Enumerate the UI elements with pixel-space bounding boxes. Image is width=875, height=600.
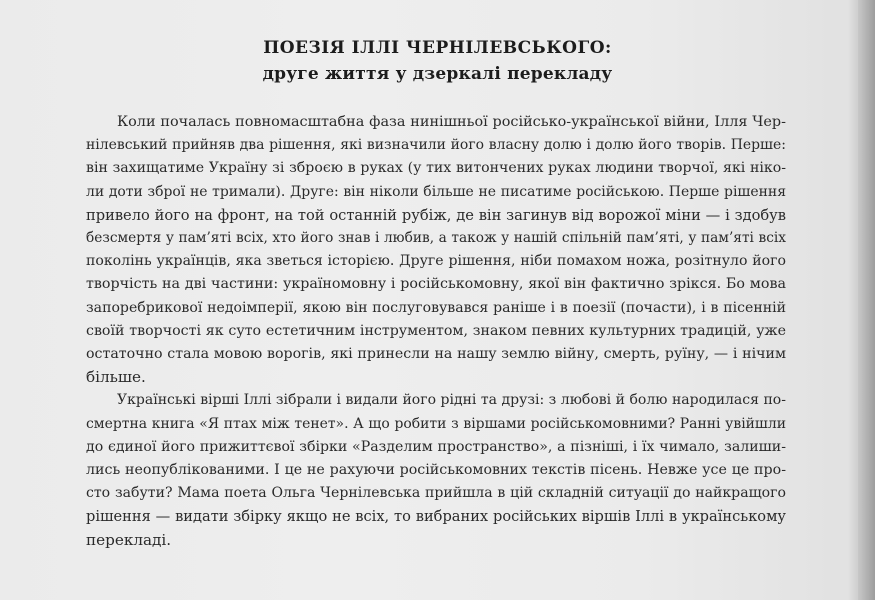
page-gutter-shadow xyxy=(848,0,875,600)
page-title: ПОЕЗІЯ ІЛЛІ ЧЕРНІЛЕВСЬКОГО: xyxy=(263,38,612,58)
text-line: запоребрикової недоімперії, якою він послуговувався раніше і в поезії (почасти), і в пісенній xyxy=(86,299,786,316)
body-text xyxy=(86,111,786,552)
text-line: до єдиної його прижиттєвої збірки «Разделим пространство», а пізніші, і їх чимало, залиши- xyxy=(86,438,786,455)
text-line: лись неопублікованими. І це не рахуючи російськомовних текстів пісень. Невже усе це про- xyxy=(86,462,786,479)
text-line: привело його на фронт, на той останній рубіж, де він загинув від ворожої міни — і здобув xyxy=(86,206,786,224)
paragraph-2 xyxy=(86,389,786,551)
text-line: він захищатиме Україну зі зброєю в руках (у тих витончених руках людини творчої, які ніко- xyxy=(86,160,786,177)
text-line: сто забути? Мама поета Ольга Чернілевська прийшла в цій складній ситуації до найкращого xyxy=(86,485,786,502)
text-line: Коли почалась повномасштабна фаза нинішньої російсько-української війни, Ілля Чер- xyxy=(117,114,786,130)
text-line: перекладі. xyxy=(86,530,172,549)
text-line: ли доти зброї не тримали). Друге: він ніколи більше не писатиме російською. Перше рішення xyxy=(86,183,786,200)
text-line: нілевський прийняв два рішення, які визначили його власну долю і долю його творів. Перше: xyxy=(86,137,786,154)
text-line: поколінь українців, яка зветься історією. Друге рішення, ніби помахом ножа, розітнуло його xyxy=(86,253,786,270)
text-line: Українські вірші Іллі зібрали і видали його рідні та друзі: з любові й болю народилася по- xyxy=(117,392,786,409)
text-line: більше. xyxy=(86,368,146,387)
text-line: безсмертя у пам’яті всіх, хто його знав і любив, а також у нашій спільній пам’яті, у пам’яті всіх xyxy=(86,230,786,247)
text-line: творчість на дві частини: україномовну і російськомовну, якої він фактично зрікся. Бо мова xyxy=(86,276,786,293)
page-subtitle: друге життя у дзеркалі перекладу xyxy=(262,64,613,84)
paragraph-1 xyxy=(86,111,786,389)
text-line: смертна книга «Я птах між тенет». А що робити з віршами російськомовними? Ранні увійшли xyxy=(86,415,786,432)
text-line: остаточно стала мовою ворогів, які принесли на нашу землю війну, смерть, руїну, — і нічим xyxy=(86,346,786,363)
text-line: рішення — видати збірку якщо не всіх, то вибраних російських віршів Іллі в українському xyxy=(86,508,786,526)
text-line: своїй творчості як суто естетичним інструментом, знаком певних культурних традицій, уже xyxy=(86,322,786,339)
